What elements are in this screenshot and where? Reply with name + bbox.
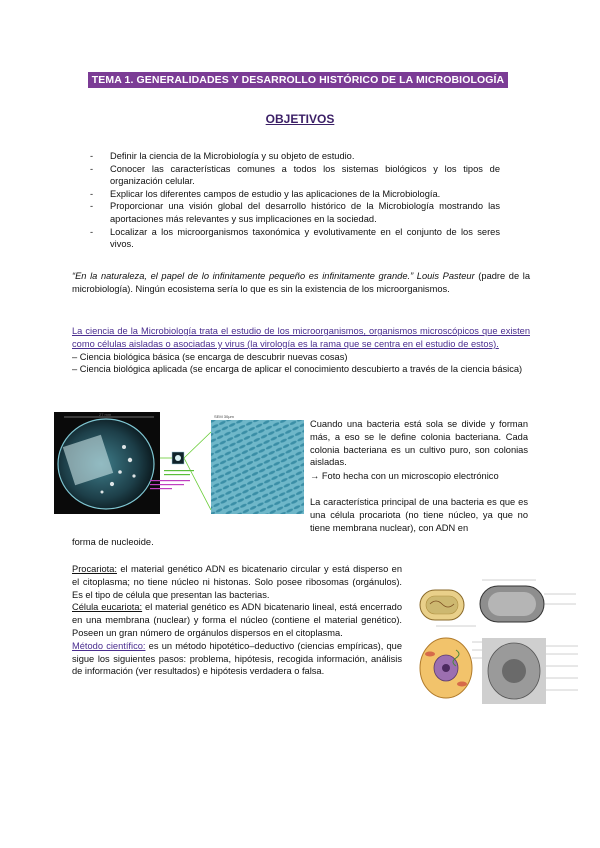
list-item: - Proporcionar una visión global del desarrollo histórico de la Microbiología mostrando las aportaciones más relevantes y sus implicaciones en la sociedad. xyxy=(90,201,500,224)
prokaryote-term: Procariota: xyxy=(72,564,117,574)
eukaryotic-cell-diagram xyxy=(420,638,472,698)
list-item: - Definir la ciencia de la Microbiología y su objeto de estudio. xyxy=(90,151,355,161)
scale-label: 27 mm xyxy=(99,412,112,417)
eukaryote-term: Célula eucariota: xyxy=(72,602,143,613)
pasteur-quote xyxy=(72,270,530,296)
objectives-heading: OBJETIVOS xyxy=(265,112,335,126)
applied-science-text: – Ciencia biológica aplicada (se encarga de aplicar el conocimiento descubierto a través de la ciencia básica) xyxy=(72,364,523,375)
colony-dot xyxy=(175,455,181,461)
quote-rest: (padre de la microbiología). Ningún ecosistema sería lo que es sin la existencia de los microorganismos. xyxy=(72,271,531,294)
list-item: - Explicar los diferentes campos de estudio y las aplicaciones de la Microbiología. xyxy=(90,188,441,199)
list-item: - Conocer las características comunes a todos los sistemas biológicos y los tipos de organización celular. xyxy=(90,163,500,187)
bacteria-feature-paragraph: La característica principal de una bacteria es que es una célula procariota (no tiene núcleo, ya que no tiene membrana nuclear), con ADN en xyxy=(310,497,528,533)
document-title: TEMA 1. GENERALIDADES Y DESARROLLO HISTÓRICO DE LA MICROBIOLOGÍA xyxy=(88,72,508,88)
bacterium-micrograph xyxy=(480,586,544,622)
scientific-method-link[interactable]: Método científico: xyxy=(72,640,146,651)
science-paragraph xyxy=(72,325,530,376)
bacterial-colony-figure xyxy=(54,412,304,514)
eukaryote-text: el material genético es ADN bicatenario lineal, está encerrado en una membrana (nuclear) y forma el núcleo (contiene el material genético). Poseen un gran número de orgánulos dispersos en el citoplasma. xyxy=(72,602,402,638)
prokaryotic-cell-diagram xyxy=(420,590,464,620)
quote-text: “En la naturaleza, el papel de lo infinitamente pequeño es infinitamente grande.” Louis Pasteur xyxy=(72,271,475,281)
basic-science-text: – Ciencia biológica básica (se encarga de descubrir nuevas cosas) xyxy=(72,351,348,362)
bacteria-feature-continued: forma de nucleoide. xyxy=(72,537,154,547)
science-definition-link[interactable]: La ciencia de la Microbiología trata el estudio de los microorganismos, organismos microscópicos que existen como células aisladas o asociadas y virus (la virología es la rama que se centra en el estudio de estos). xyxy=(72,326,530,349)
objectives-list xyxy=(90,150,500,251)
list-item: - Localizar a los microorganismos taxonómica y evolutivamente en el conjunto de los seres vivos. xyxy=(90,226,500,250)
cell-diagrams-figure xyxy=(416,574,582,714)
connector-line xyxy=(184,432,211,458)
connector-line xyxy=(184,458,211,510)
micrograph-label: SEM 30μm xyxy=(214,414,234,419)
colony-paragraph: Cuando una bacteria está sola se divide y forman más, a eso se le define colonia bacteriana. Cada colonia bacteriana es un cultivo puro, son colonias aisladas. xyxy=(310,419,528,468)
micrograph-caption: → Foto hecha con un microscopio electrónico xyxy=(310,471,499,481)
annotation-scribbles xyxy=(164,470,194,475)
animal-cell-micrograph xyxy=(482,638,546,704)
method-text: es un método hipotético–deductivo (ciencias empíricas), que sigue los siguientes pasos: problema, hipótesis, recogida información, análisis de información (ver resultados) e hipótesis verdadera o falsa. xyxy=(72,640,402,677)
prokaryote-text: el material genético ADN es bicatenario circular y está disperso en el citoplasma; no tiene núcleo ni histonas. Solo posee ribosomas (orgánulos). Es el tipo de célula que presentan las bacterias. xyxy=(72,564,402,600)
electron-micrograph xyxy=(211,420,304,514)
cell-types-section xyxy=(72,563,402,678)
